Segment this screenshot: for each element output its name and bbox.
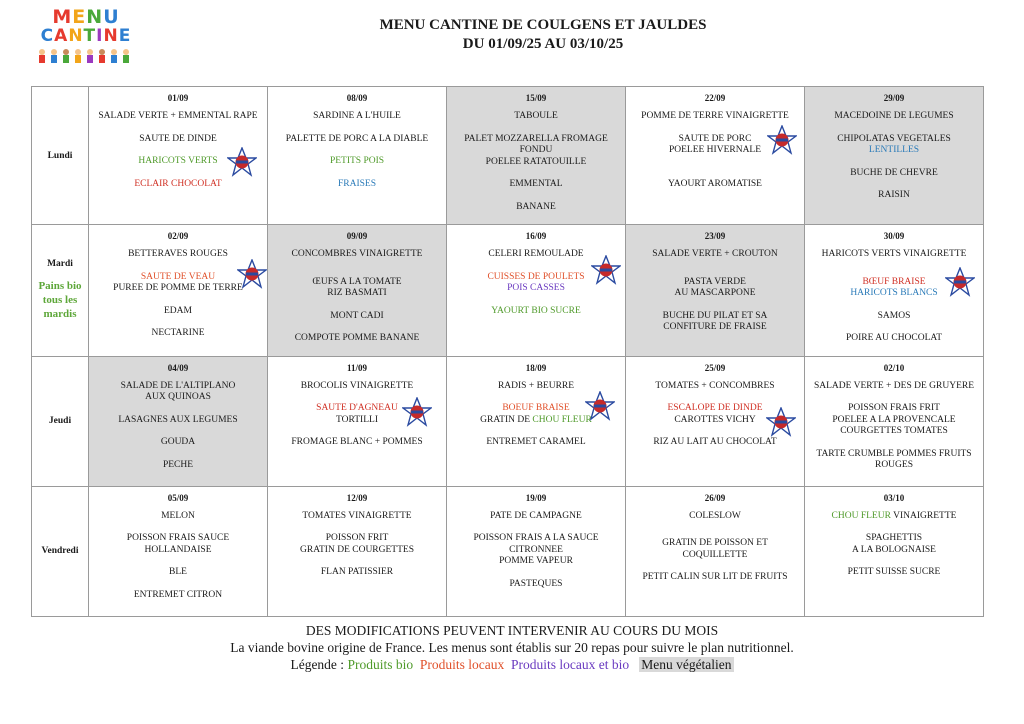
menu-item: A LA BOLOGNAISE <box>852 544 936 555</box>
menu-item: CONCOMBRES VINAIGRETTE <box>291 249 423 259</box>
day-label-monday: Lundi <box>32 87 89 225</box>
bread-note <box>32 279 88 321</box>
children-figures-icon <box>36 48 136 66</box>
menu-item: HARICOTS BLANCS <box>850 288 938 298</box>
menu-item: FLAN PATISSIER <box>320 567 394 577</box>
menu-item: SALADE VERTE + CROUTON <box>652 249 778 259</box>
star-badge-icon <box>767 125 797 155</box>
menu-item: COLESLOW <box>689 510 741 521</box>
menu-item: ECLAIR CHOCOLAT <box>134 178 222 189</box>
menu-item: PUREE DE POMME DE TERRE <box>113 283 243 293</box>
menu-item: RAISIN <box>878 190 910 200</box>
menu-item: SARDINE A L'HUILE <box>313 111 401 121</box>
cell-date: 01/09 <box>167 93 189 103</box>
menu-item: COMPOTE POMME BANANE <box>294 333 420 343</box>
cell-date: 30/09 <box>883 231 905 241</box>
menu-item: EDAM <box>164 305 192 316</box>
menu-item: PATE DE CAMPAGNE <box>490 510 582 521</box>
menu-item: POELEE A LA PROVENCALE <box>832 414 956 425</box>
menu-cell-2609 <box>626 486 805 616</box>
menu-cantine-logo <box>30 6 142 68</box>
menu-cell-3009 <box>805 225 984 357</box>
menu-cell-0210 <box>805 356 984 486</box>
menu-cell-1509 <box>447 87 626 225</box>
menu-cell-1909 <box>447 486 626 616</box>
menu-item: RIZ BASMATI <box>327 288 387 298</box>
menu-cell-0310 <box>805 486 984 616</box>
menu-cell-0209 <box>89 225 268 357</box>
menu-item: POELEE HIVERNALE <box>668 145 762 155</box>
menu-item: PETIT CALIN SUR LIT DE FRUITS <box>642 572 788 582</box>
menu-item: FRAISES <box>337 178 376 189</box>
menu-item: COQUILLETTE <box>682 549 748 560</box>
menu-cell-0109 <box>89 87 268 225</box>
menu-cell-0809 <box>268 87 447 225</box>
cell-date: 15/09 <box>525 93 547 103</box>
menu-item: TOMATES VINAIGRETTE <box>302 510 412 521</box>
menu-item: EMMENTAL <box>509 179 563 189</box>
menu-item: POISSON FRAIS FRIT <box>848 403 940 413</box>
cell-date: 09/09 <box>346 231 368 241</box>
bread-note-line: mardis <box>43 308 77 321</box>
menu-item: POELEE RATATOUILLE <box>485 156 587 167</box>
menu-cell-1609 <box>447 225 626 357</box>
menu-item: PASTA VERDE <box>684 276 746 287</box>
menu-item: ENTREMET CARAMEL <box>486 437 586 447</box>
legend-label: Légende : <box>290 657 345 672</box>
date-range: DU 01/09/25 AU 03/10/25 <box>462 36 624 52</box>
menu-item: YAOURT AROMATISE <box>667 178 762 189</box>
menu-item: SALADE VERTE + EMMENTAL RAPE <box>98 111 258 121</box>
cell-date: 25/09 <box>704 362 726 373</box>
menu-item: HARICOTS VERTS <box>138 156 218 166</box>
menu-item: POISSON FRAIS SAUCE <box>126 533 230 543</box>
menu-item: POISSON FRIT <box>325 533 389 543</box>
cell-date: 02/09 <box>167 231 189 241</box>
logo-line-menu: MENU <box>52 6 120 28</box>
day-label-thursday: Jeudi <box>32 356 89 486</box>
day-label-tuesday: Mardi <box>47 259 73 270</box>
star-badge-icon <box>402 397 432 427</box>
menu-item: BANANE <box>516 201 556 212</box>
menu-item: POMME VAPEUR <box>499 556 573 566</box>
cell-date: 26/09 <box>704 492 726 503</box>
menu-item: FONDU <box>519 145 553 155</box>
logo-line-cantine: CANTINE <box>40 26 132 46</box>
beef-origin-note: La viande bovine origine de France. Les menus sont établis sur 20 repas pour suivre le plan nutritionnel. <box>230 640 794 655</box>
star-badge-icon <box>945 267 975 297</box>
cell-date: 12/09 <box>346 492 368 503</box>
menu-item: LENTILLES <box>868 145 920 155</box>
menu-item: COURGETTES TOMATES <box>840 426 948 436</box>
menu-item: POISSON FRAIS A LA SAUCE <box>473 533 599 543</box>
bread-note-line: tous les <box>42 294 78 307</box>
cell-date: 03/10 <box>883 492 905 503</box>
menu-cell-2509 <box>626 356 805 486</box>
menu-item: BOEUF BRAISE <box>502 403 570 413</box>
menu-item: LASAGNES AUX LEGUMES <box>118 414 238 425</box>
cell-date: 05/09 <box>167 492 189 503</box>
menu-item: ROUGES <box>874 460 913 470</box>
menu-item: POMME DE TERRE VINAIGRETTE <box>641 111 789 121</box>
menu-item: CONFITURE DE FRAISE <box>663 322 767 332</box>
menu-table <box>31 86 984 617</box>
menu-item: CITRONNEE <box>509 544 563 555</box>
menu-item: VINAIGRETTE <box>893 510 957 521</box>
menu-item: SALADE DE L'ALTIPLANO <box>120 380 236 391</box>
menu-item: CELERI REMOULADE <box>488 249 584 259</box>
menu-item-bio: CHOU FLEUR <box>831 510 891 521</box>
menu-item: GRATIN DE POISSON ET <box>662 538 768 548</box>
menu-item: YAOURT BIO SUCRE <box>491 305 581 316</box>
menu-item: BROCOLIS VINAIGRETTE <box>300 380 414 391</box>
menu-item: PALETTE DE PORC A LA DIABLE <box>285 133 429 144</box>
menu-item: SAMOS <box>877 310 911 321</box>
menu-item: PETITS POIS <box>329 156 385 166</box>
legend-bio: Produits bio <box>347 657 414 672</box>
menu-item: MELON <box>161 510 195 521</box>
menu-item: AU MASCARPONE <box>674 288 756 298</box>
menu-cell-0409 <box>89 356 268 486</box>
menu-item: NECTARINE <box>151 328 205 338</box>
menu-item: BETTERAVES ROUGES <box>128 249 228 259</box>
bread-note-line: Pains bio <box>38 280 82 293</box>
menu-cell-0509 <box>89 486 268 616</box>
cell-date: 18/09 <box>525 362 547 373</box>
cell-date: 23/09 <box>704 231 726 241</box>
star-badge-icon <box>585 391 615 421</box>
menu-cell-2309 <box>626 225 805 357</box>
menu-item: SPAGHETTIS <box>865 533 923 543</box>
menu-item: GRATIN DE <box>480 414 531 425</box>
menu-item: BLE <box>169 567 187 577</box>
cell-date: 11/09 <box>346 362 367 373</box>
star-badge-icon <box>591 255 621 285</box>
legend-vegan: Menu végétalien <box>641 657 732 672</box>
menu-item: RADIS + BEURRE <box>497 380 575 391</box>
legend <box>0 657 1024 673</box>
menu-item: FROMAGE BLANC + POMMES <box>291 437 423 447</box>
menu-item: TORTILLI <box>336 414 378 425</box>
menu-cell-2209 <box>626 87 805 225</box>
menu-item: PETIT SUISSE SUCRE <box>847 567 941 577</box>
menu-item: SAUTE DE DINDE <box>139 133 217 144</box>
menu-item: GOUDA <box>160 437 196 447</box>
menu-item: SAUTE DE VEAU <box>140 271 216 282</box>
cell-date: 02/10 <box>883 362 905 373</box>
menu-item: TOMATES + CONCOMBRES <box>655 380 775 391</box>
menu-item: POIRE AU CHOCOLAT <box>845 333 943 343</box>
modification-notice: DES MODIFICATIONS PEUVENT INTERVENIR AU COURS DU MOIS <box>305 623 719 638</box>
menu-item: TABOULE <box>514 111 558 121</box>
cell-date: 08/09 <box>346 93 368 103</box>
menu-cell-0909 <box>268 225 447 357</box>
menu-cell-1109 <box>268 356 447 486</box>
menu-item: ŒUFS A LA TOMATE <box>312 276 402 287</box>
menu-item: CHIPOLATAS VEGETALES <box>837 133 951 144</box>
menu-item: TARTE CRUMBLE POMMES FRUITS <box>816 448 972 459</box>
page-title: MENU CANTINE DE COULGENS ET JAULDES <box>379 17 707 33</box>
cell-date: 29/09 <box>883 93 905 103</box>
menu-item: MONT CADI <box>330 310 384 321</box>
menu-item: CUISSES DE POULETS <box>487 271 585 282</box>
menu-item: SALADE VERTE + DES DE GRUYERE <box>813 380 975 391</box>
menu-item: CAROTTES VICHY <box>674 414 756 425</box>
menu-item: PALET MOZZARELLA FROMAGE <box>464 133 608 144</box>
menu-item: ESCALOPE DE DINDE <box>667 403 763 413</box>
legend-local-bio: Produits locaux et bio <box>510 657 630 672</box>
day-label-tuesday-cell <box>32 225 89 357</box>
cell-date: 16/09 <box>525 231 547 241</box>
day-label-friday: Vendredi <box>32 486 89 616</box>
menu-cell-1209 <box>268 486 447 616</box>
menu-cell-1809 <box>447 356 626 486</box>
legend-local: Produits locaux <box>419 657 505 672</box>
menu-item-bio: CHOU FLEUR <box>532 414 592 425</box>
menu-item: SAUTE D'AGNEAU <box>316 403 398 413</box>
menu-item: HARICOTS VERTS VINAIGRETTE <box>821 249 967 259</box>
menu-item: PASTEQUES <box>509 578 563 589</box>
menu-item: BŒUF BRAISE <box>862 276 926 287</box>
cell-date: 04/09 <box>167 362 189 373</box>
menu-item: ENTREMET CITRON <box>133 589 223 600</box>
menu-item: BUCHE DU PILAT ET SA <box>662 310 768 321</box>
star-badge-icon <box>237 259 267 289</box>
menu-item: HOLLANDAISE <box>144 544 212 555</box>
menu-item: GRATIN DE COURGETTES <box>300 544 414 555</box>
menu-item: PECHE <box>162 459 194 470</box>
star-badge-icon <box>766 407 796 437</box>
cell-date: 22/09 <box>704 93 726 103</box>
menu-item: MACEDOINE DE LEGUMES <box>834 111 954 121</box>
menu-cell-2909 <box>805 87 984 225</box>
star-badge-icon <box>227 147 257 177</box>
cell-date: 19/09 <box>525 492 547 503</box>
menu-item: POIS CASSES <box>507 283 565 293</box>
menu-item: SAUTE DE PORC <box>678 133 752 144</box>
menu-item: BUCHE DE CHEVRE <box>850 167 938 178</box>
menu-item: AUX QUINOAS <box>145 392 211 402</box>
menu-item: RIZ AU LAIT AU CHOCOLAT <box>653 437 777 447</box>
